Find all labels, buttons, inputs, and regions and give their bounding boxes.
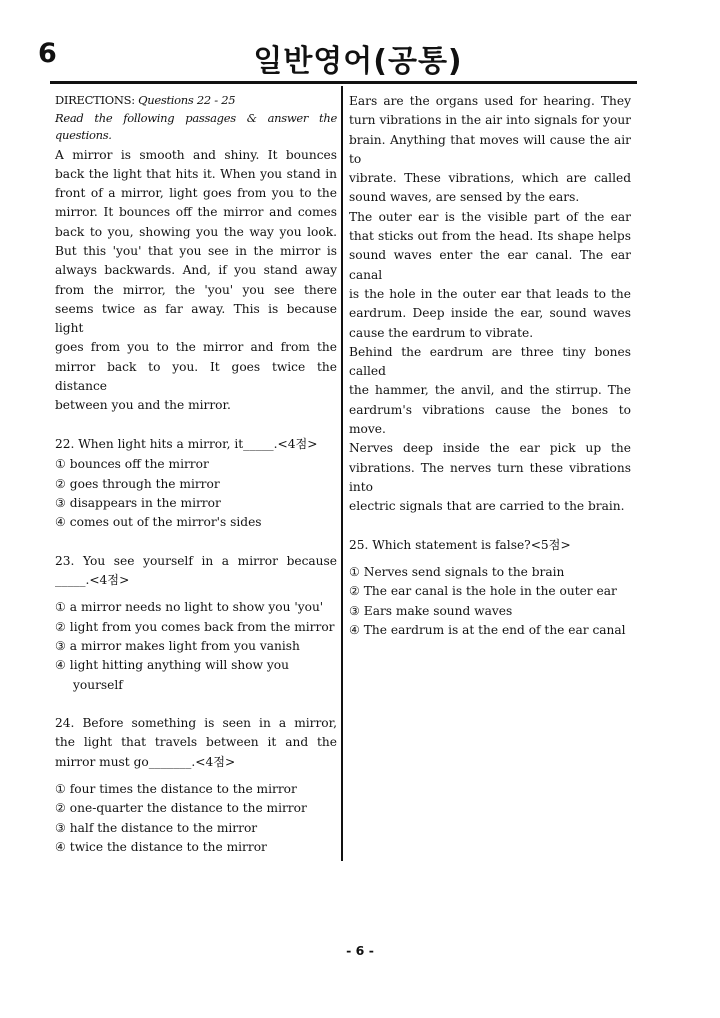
passage-line: back the light that hits it. When you stand in (55, 166, 337, 181)
passage-line: brain. Anything that moves will cause the air to (349, 132, 631, 166)
page-number: 6 (38, 38, 57, 69)
passage-line: that sticks out from the head. Its shape helps (349, 229, 631, 244)
passage-line: Behind the eardrum are three tiny bones called (349, 344, 631, 379)
passage-line: The outer ear is the visible part of the ear (349, 209, 631, 224)
header-rule (50, 81, 637, 84)
subject-title: 일반영어(공통) (253, 44, 463, 79)
right-column (349, 92, 631, 640)
passage-line: But this 'you' that you see in the mirror is (55, 243, 337, 258)
passage-line: cause the eardrum to vibrate. (349, 325, 534, 340)
passage-line: turn vibrations in the air into signals for your (349, 113, 631, 128)
passage-line: vibrations. The nerves turn these vibrations into (349, 460, 631, 494)
passage-line: seems twice as far away. This is because light (55, 301, 337, 336)
directions-range: Questions 22 - 25 (138, 93, 236, 107)
answer-option[interactable]: ③ a mirror makes light from you vanish (55, 638, 300, 653)
passage-line: always backwards. And, if you stand away (55, 263, 337, 278)
passage-line: Ears are the organs used for hearing. They (349, 94, 631, 108)
passage-line: eardrum. Deep inside the ear, sound waves (349, 306, 631, 321)
directions-line-0 (55, 92, 337, 110)
question-stem: 22. When light hits a mirror, it_____.<4점> (55, 436, 318, 451)
passage-line: Nerves deep inside the ear pick up the (349, 441, 631, 456)
passage-line: A mirror is smooth and shiny. It bounces (55, 147, 337, 162)
question-stem: 24. Before something is seen in a mirror, (55, 716, 337, 731)
directions (55, 92, 337, 145)
answer-option[interactable]: ① bounces off the mirror (55, 457, 209, 472)
question-23 (55, 552, 337, 695)
answer-option[interactable]: ② goes through the mirror (55, 476, 220, 491)
passage-line: front of a mirror, light goes from you to the (55, 186, 337, 201)
answer-option[interactable]: ② one-quarter the distance to the mirror (55, 801, 307, 816)
question-22 (55, 435, 337, 532)
question-stem: mirror must go_______.<4점> (55, 754, 236, 769)
answer-option[interactable]: ③ disappears in the mirror (55, 495, 221, 510)
passage-line: between you and the mirror. (55, 398, 231, 413)
passage-line: mirror. It bounces off the mirror and comes (55, 205, 337, 220)
passage-line: mirror back to you. It goes twice the distance (55, 359, 337, 394)
answer-option[interactable]: ④ light hitting anything will show you yourself (55, 658, 289, 692)
passage-line: is the hole in the outer ear that leads to the (349, 286, 631, 301)
passage-line: the hammer, the anvil, and the stirrup. The (349, 383, 631, 398)
passage-line: back to you, showing you the way you look. (55, 224, 337, 239)
passage-line: goes from you to the mirror and from the (55, 340, 337, 355)
answer-option[interactable]: ④ twice the distance to the mirror (55, 839, 267, 854)
answer-option[interactable]: ③ half the distance to the mirror (55, 820, 258, 835)
question-stem: _____.<4점> (55, 573, 130, 588)
passage-ears-p2 (349, 208, 631, 343)
passage-line: from the mirror, the 'you' you see there (55, 282, 337, 297)
passage-mirror (55, 146, 337, 416)
left-column (55, 92, 337, 857)
page-footer: - 6 - (346, 943, 374, 958)
passage-line: vibrate. These vibrations, which are called (349, 171, 631, 186)
answer-option[interactable]: ② The ear canal is the hole in the outer ear (349, 584, 617, 599)
passage-line: sound waves enter the ear canal. The ear canal (349, 248, 631, 282)
question-25 (349, 536, 631, 640)
answer-option[interactable]: ④ comes out of the mirror's sides (55, 515, 262, 530)
question-24 (55, 714, 337, 857)
passage-line: electric signals that are carried to the brain. (349, 499, 625, 514)
passage-line: eardrum's vibrations cause the bones to move. (349, 402, 631, 437)
answer-option[interactable]: ① four times the distance to the mirror (55, 782, 297, 796)
question-stem: 23. You see yourself in a mirror because (55, 553, 337, 568)
passage-ears-p1 (349, 92, 631, 208)
answer-option[interactable]: ④ The eardrum is at the end of the ear canal (349, 623, 626, 638)
answer-option[interactable]: ② light from you comes back from the mirror (55, 619, 335, 634)
question-stem: the light that travels between it and the (55, 735, 337, 750)
directions-line-1: Read the following passages & answer the (55, 110, 337, 125)
answer-option[interactable]: ① a mirror needs no light to show you 'you' (55, 600, 324, 615)
column-divider (341, 86, 343, 861)
answer-option[interactable]: ③ Ears make sound waves (349, 603, 513, 618)
directions-line-2: questions. (55, 128, 112, 142)
answer-option[interactable]: ① Nerves send signals to the brain (349, 565, 565, 580)
directions-label: DIRECTIONS: (55, 93, 135, 107)
passage-line: sound waves, are sensed by the ears. (349, 190, 580, 205)
passage-ears-p3 (349, 343, 631, 517)
question-stem: 25. Which statement is false?<5점> (349, 537, 571, 552)
